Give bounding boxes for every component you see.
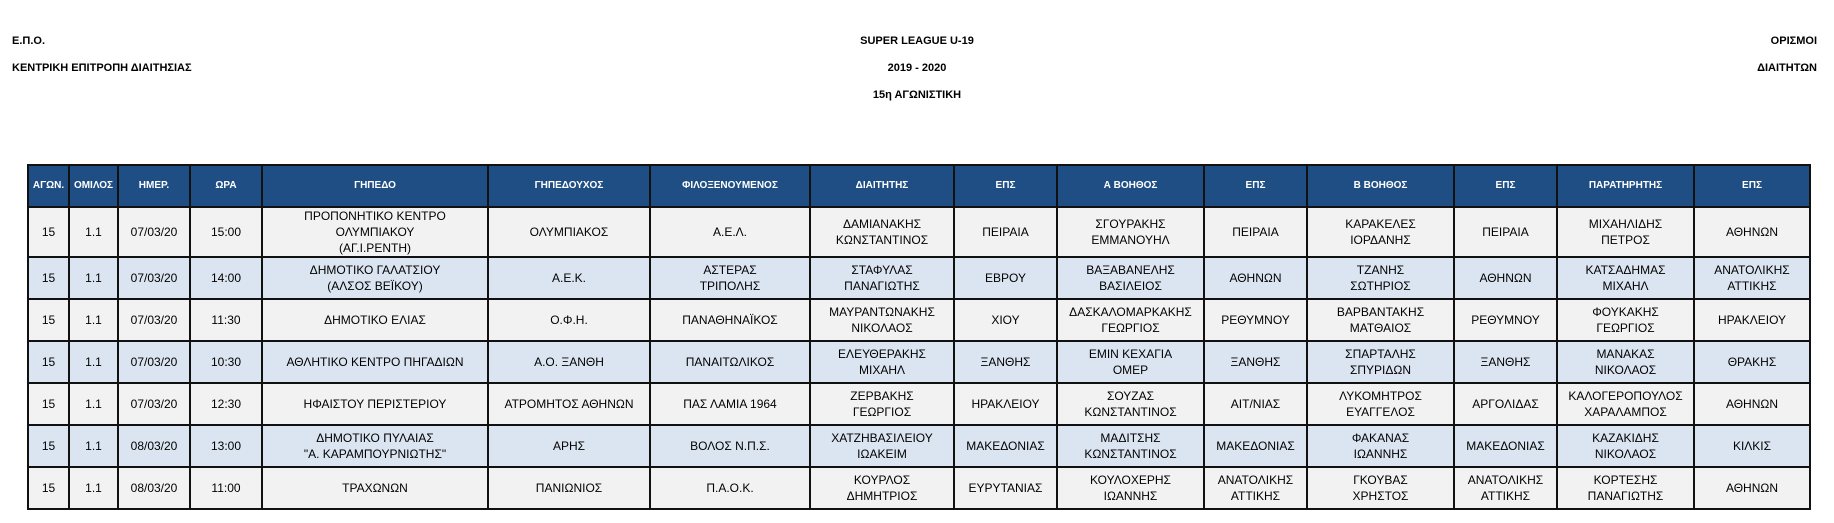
cell-away-team: ΑΣΤΕΡΑΣ ΤΡΙΠΟΛΗΣ	[650, 257, 810, 299]
cell-referee-eps: ΕΥΡΥΤΑΝΙΑΣ	[954, 467, 1057, 509]
cell-referee: ΜΑΥΡΑΝΤΩΝΑΚΗΣ ΝΙΚΟΛΑΟΣ	[810, 299, 954, 341]
cell-referee-eps: ΠΕΙΡΑΙΑ	[954, 207, 1057, 257]
cell-assistant-a-eps: ΞΑΝΘΗΣ	[1204, 341, 1307, 383]
col-header-match: ΑΓΩΝ.	[28, 165, 69, 207]
cell-date: 07/03/20	[118, 299, 190, 341]
col-header-observer: ΠΑΡΑΤΗΡΗΤΗΣ	[1557, 165, 1694, 207]
col-header-date: ΗΜΕΡ.	[118, 165, 190, 207]
cell-assistant-a-eps: ΠΕΙΡΑΙΑ	[1204, 207, 1307, 257]
cell-group: 1.1	[69, 341, 118, 383]
table-row	[28, 207, 1810, 257]
cell-match-number: 15	[28, 257, 69, 299]
cell-observer-eps: ΑΝΑΤΟΛΙΚΗΣ ΑΤΤΙΚΗΣ	[1694, 257, 1810, 299]
cell-home-team: Α.Ε.Κ.	[488, 257, 650, 299]
cell-assistant-a-eps: ΑΘΗΝΩΝ	[1204, 257, 1307, 299]
cell-time: 10:30	[190, 341, 262, 383]
cell-time: 14:00	[190, 257, 262, 299]
season: 2019 - 2020	[887, 62, 947, 74]
cell-home-team: Ο.Φ.Η.	[488, 299, 650, 341]
cell-observer: ΚΑΤΣΑΔΗΜΑΣ ΜΙΧΑΗΛ	[1557, 257, 1694, 299]
cell-date: 07/03/20	[118, 383, 190, 425]
cell-assistant-b-eps: ΑΘΗΝΩΝ	[1454, 257, 1557, 299]
cell-observer-eps: ΚΙΛΚΙΣ	[1694, 425, 1810, 467]
cell-away-team: Α.Ε.Λ.	[650, 207, 810, 257]
table-row	[28, 341, 1810, 383]
cell-referee-eps: ΜΑΚΕΔΟΝΙΑΣ	[954, 425, 1057, 467]
cell-assistant-a: ΕΜΙΝ ΚΕΧΑΓΙΑ ΟΜΕΡ	[1057, 341, 1204, 383]
league-title: SUPER LEAGUE U-19	[860, 35, 974, 47]
cell-observer-eps: ΑΘΗΝΩΝ	[1694, 467, 1810, 509]
cell-referee: ΔΑΜΙΑΝΑΚΗΣ ΚΩΝΣΤΑΝΤΙΝΟΣ	[810, 207, 954, 257]
cell-assistant-b: ΦΑΚΑΝΑΣ ΙΩΑΝΝΗΣ	[1307, 425, 1454, 467]
cell-match-number: 15	[28, 341, 69, 383]
cell-group: 1.1	[69, 299, 118, 341]
cell-stadium: ΠΡΟΠΟΝΗΤΙΚΟ ΚΕΝΤΡΟ ΟΛΥΜΠΙΑΚΟΥ (ΑΓ.Ι.ΡΕΝΤΗ)	[262, 207, 488, 257]
col-header-observer-eps: ΕΠΣ	[1694, 165, 1810, 207]
cell-home-team: ΑΡΗΣ	[488, 425, 650, 467]
cell-assistant-a: ΣΓΟΥΡΑΚΗΣ ΕΜΜΑΝΟΥΗΛ	[1057, 207, 1204, 257]
cell-observer: ΦΟΥΚΑΚΗΣ ΓΕΩΡΓΙΟΣ	[1557, 299, 1694, 341]
cell-date: 07/03/20	[118, 207, 190, 257]
cell-date: 07/03/20	[118, 257, 190, 299]
cell-group: 1.1	[69, 425, 118, 467]
col-header-group: ΟΜΙΛΟΣ	[69, 165, 118, 207]
cell-referee-eps: ΕΒΡΟΥ	[954, 257, 1057, 299]
table-body	[28, 207, 1810, 509]
table-row	[28, 383, 1810, 425]
cell-observer-eps: ΑΘΗΝΩΝ	[1694, 207, 1810, 257]
cell-referee-eps: ΧΙΟΥ	[954, 299, 1057, 341]
table-row	[28, 425, 1810, 467]
table-row	[28, 299, 1810, 341]
cell-match-number: 15	[28, 425, 69, 467]
cell-referee: ΧΑΤΖΗΒΑΣΙΛΕΙΟΥ ΙΩΑΚΕΙΜ	[810, 425, 954, 467]
cell-assistant-a: ΒΑΞΑΒΑΝΕΛΗΣ ΒΑΣΙΛΕΙΟΣ	[1057, 257, 1204, 299]
cell-away-team: ΠΑΣ ΛΑΜΙΑ 1964	[650, 383, 810, 425]
cell-time: 15:00	[190, 207, 262, 257]
cell-referee-eps: ΗΡΑΚΛΕΙΟΥ	[954, 383, 1057, 425]
cell-home-team: Α.Ο. ΞΑΝΘΗ	[488, 341, 650, 383]
table-row	[28, 257, 1810, 299]
cell-observer: ΚΟΡΤΕΣΗΣ ΠΑΝΑΓΙΩΤΗΣ	[1557, 467, 1694, 509]
cell-away-team: ΠΑΝΑΘΗΝΑΪΚΟΣ	[650, 299, 810, 341]
cell-observer: ΜΙΧΑΗΛΙΔΗΣ ΠΕΤΡΟΣ	[1557, 207, 1694, 257]
cell-assistant-a: ΣΟΥΖΑΣ ΚΩΝΣΤΑΝΤΙΝΟΣ	[1057, 383, 1204, 425]
col-header-stadium: ΓΗΠΕΔΟ	[262, 165, 488, 207]
cell-referee-eps: ΞΑΝΘΗΣ	[954, 341, 1057, 383]
cell-group: 1.1	[69, 383, 118, 425]
cell-time: 13:00	[190, 425, 262, 467]
cell-match-number: 15	[28, 383, 69, 425]
cell-date: 08/03/20	[118, 425, 190, 467]
cell-referee: ΣΤΑΦΥΛΑΣ ΠΑΝΑΓΙΩΤΗΣ	[810, 257, 954, 299]
cell-assistant-b-eps: ΑΡΓΟΛΙΔΑΣ	[1454, 383, 1557, 425]
cell-observer-eps: ΘΡΑΚΗΣ	[1694, 341, 1810, 383]
cell-away-team: ΠΑΝΑΙΤΩΛΙΚΟΣ	[650, 341, 810, 383]
cell-assistant-b-eps: ΑΝΑΤΟΛΙΚΗΣ ΑΤΤΙΚΗΣ	[1454, 467, 1557, 509]
cell-stadium: ΔΗΜΟΤΙΚΟ ΓΑΛΑΤΣΙΟΥ (ΑΛΣΟΣ ΒΕΪΚΟΥ)	[262, 257, 488, 299]
col-header-assistant-b: Β ΒΟΗΘΟΣ	[1307, 165, 1454, 207]
committee-name: ΚΕΝΤΡΙΚΗ ΕΠΙΤΡΟΠΗ ΔΙΑΙΤΗΣΙΑΣ	[12, 62, 192, 74]
cell-observer: ΚΑΖΑΚΙΔΗΣ ΝΙΚΟΛΑΟΣ	[1557, 425, 1694, 467]
table-row	[28, 467, 1810, 509]
cell-assistant-a: ΔΑΣΚΑΛΟΜΑΡΚΑΚΗΣ ΓΕΩΡΓΙΟΣ	[1057, 299, 1204, 341]
col-header-time: ΩΡΑ	[190, 165, 262, 207]
cell-referee: ΚΟΥΡΛΟΣ ΔΗΜΗΤΡΙΟΣ	[810, 467, 954, 509]
cell-stadium: ΔΗΜΟΤΙΚΟ ΕΛΙΑΣ	[262, 299, 488, 341]
cell-assistant-a-eps: ΑΝΑΤΟΛΙΚΗΣ ΑΤΤΙΚΗΣ	[1204, 467, 1307, 509]
cell-assistant-b-eps: ΜΑΚΕΔΟΝΙΑΣ	[1454, 425, 1557, 467]
cell-stadium: ΤΡΑΧΩΝΩΝ	[262, 467, 488, 509]
cell-stadium: ΗΦΑΙΣΤΟΥ ΠΕΡΙΣΤΕΡΙΟΥ	[262, 383, 488, 425]
col-header-home: ΓΗΠΕΔΟΥΧΟΣ	[488, 165, 650, 207]
doc-title-line1: ΟΡΙΣΜΟΙ	[1770, 35, 1817, 47]
cell-match-number: 15	[28, 207, 69, 257]
doc-title-line2: ΔΙΑΙΤΗΤΩΝ	[1757, 62, 1817, 74]
cell-assistant-b: ΛΥΚΟΜΗΤΡΟΣ ΕΥΑΓΓΕΛΟΣ	[1307, 383, 1454, 425]
matchday: 15η ΑΓΩΝΙΣΤΙΚΗ	[872, 89, 962, 101]
cell-time: 12:30	[190, 383, 262, 425]
cell-assistant-b-eps: ΡΕΘΥΜΝΟΥ	[1454, 299, 1557, 341]
cell-home-team: ΠΑΝΙΩΝΙΟΣ	[488, 467, 650, 509]
cell-date: 08/03/20	[118, 467, 190, 509]
cell-observer-eps: ΗΡΑΚΛΕΙΟΥ	[1694, 299, 1810, 341]
cell-assistant-a: ΜΑΔΙΤΣΗΣ ΚΩΝΣΤΑΝΤΙΝΟΣ	[1057, 425, 1204, 467]
cell-match-number: 15	[28, 299, 69, 341]
cell-group: 1.1	[69, 467, 118, 509]
col-header-referee-eps: ΕΠΣ	[954, 165, 1057, 207]
cell-assistant-b-eps: ΞΑΝΘΗΣ	[1454, 341, 1557, 383]
cell-assistant-a-eps: ΡΕΘΥΜΝΟΥ	[1204, 299, 1307, 341]
col-header-assistant-a: Α ΒΟΗΘΟΣ	[1057, 165, 1204, 207]
cell-home-team: ΑΤΡΟΜΗΤΟΣ ΑΘΗΝΩΝ	[488, 383, 650, 425]
cell-observer-eps: ΑΘΗΝΩΝ	[1694, 383, 1810, 425]
cell-assistant-b: ΚΑΡΑΚΕΛΕΣ ΙΟΡΔΑΝΗΣ	[1307, 207, 1454, 257]
cell-observer: ΚΑΛΟΓΕΡΟΠΟΥΛΟΣ ΧΑΡΑΛΑΜΠΟΣ	[1557, 383, 1694, 425]
cell-assistant-a: ΚΟΥΛΟΧΕΡΗΣ ΙΩΑΝΝΗΣ	[1057, 467, 1204, 509]
cell-away-team: Π.Α.Ο.Κ.	[650, 467, 810, 509]
cell-assistant-b: ΣΠΑΡΤΑΛΗΣ ΣΠΥΡΙΔΩΝ	[1307, 341, 1454, 383]
cell-assistant-a-eps: ΜΑΚΕΔΟΝΙΑΣ	[1204, 425, 1307, 467]
col-header-referee: ΔΙΑΙΤΗΤΗΣ	[810, 165, 954, 207]
table-header-row	[28, 165, 1810, 207]
cell-stadium: ΑΘΛΗΤΙΚΟ ΚΕΝΤΡΟ ΠΗΓΑΔΙΩΝ	[262, 341, 488, 383]
cell-assistant-a-eps: ΑΙΤ/ΝΙΑΣ	[1204, 383, 1307, 425]
cell-observer: ΜΑΝΑΚΑΣ ΝΙΚΟΛΑΟΣ	[1557, 341, 1694, 383]
cell-time: 11:30	[190, 299, 262, 341]
col-header-assistant-b-eps: ΕΠΣ	[1454, 165, 1557, 207]
cell-referee: ΕΛΕΥΘΕΡΑΚΗΣ ΜΙΧΑΗΛ	[810, 341, 954, 383]
referee-assignments-table	[27, 164, 1811, 510]
cell-match-number: 15	[28, 467, 69, 509]
cell-date: 07/03/20	[118, 341, 190, 383]
col-header-away: ΦΙΛΟΞΕΝΟΥΜΕΝΟΣ	[650, 165, 810, 207]
cell-referee: ΖΕΡΒΑΚΗΣ ΓΕΩΡΓΙΟΣ	[810, 383, 954, 425]
organization-abbrev: Ε.Π.Ο.	[12, 35, 46, 47]
cell-group: 1.1	[69, 257, 118, 299]
cell-assistant-b: ΤΖΑΝΗΣ ΣΩΤΗΡΙΟΣ	[1307, 257, 1454, 299]
cell-group: 1.1	[69, 207, 118, 257]
cell-time: 11:00	[190, 467, 262, 509]
cell-assistant-b-eps: ΠΕΙΡΑΙΑ	[1454, 207, 1557, 257]
col-header-assistant-a-eps: ΕΠΣ	[1204, 165, 1307, 207]
cell-stadium: ΔΗΜΟΤΙΚΟ ΠΥΛΑΙΑΣ "Α. ΚΑΡΑΜΠΟΥΡΝΙΩΤΗΣ"	[262, 425, 488, 467]
cell-assistant-b: ΓΚΟΥΒΑΣ ΧΡΗΣΤΟΣ	[1307, 467, 1454, 509]
cell-home-team: ΟΛΥΜΠΙΑΚΟΣ	[488, 207, 650, 257]
cell-assistant-b: ΒΑΡΒΑΝΤΑΚΗΣ ΜΑΤΘΑΙΟΣ	[1307, 299, 1454, 341]
cell-away-team: ΒΟΛΟΣ Ν.Π.Σ.	[650, 425, 810, 467]
